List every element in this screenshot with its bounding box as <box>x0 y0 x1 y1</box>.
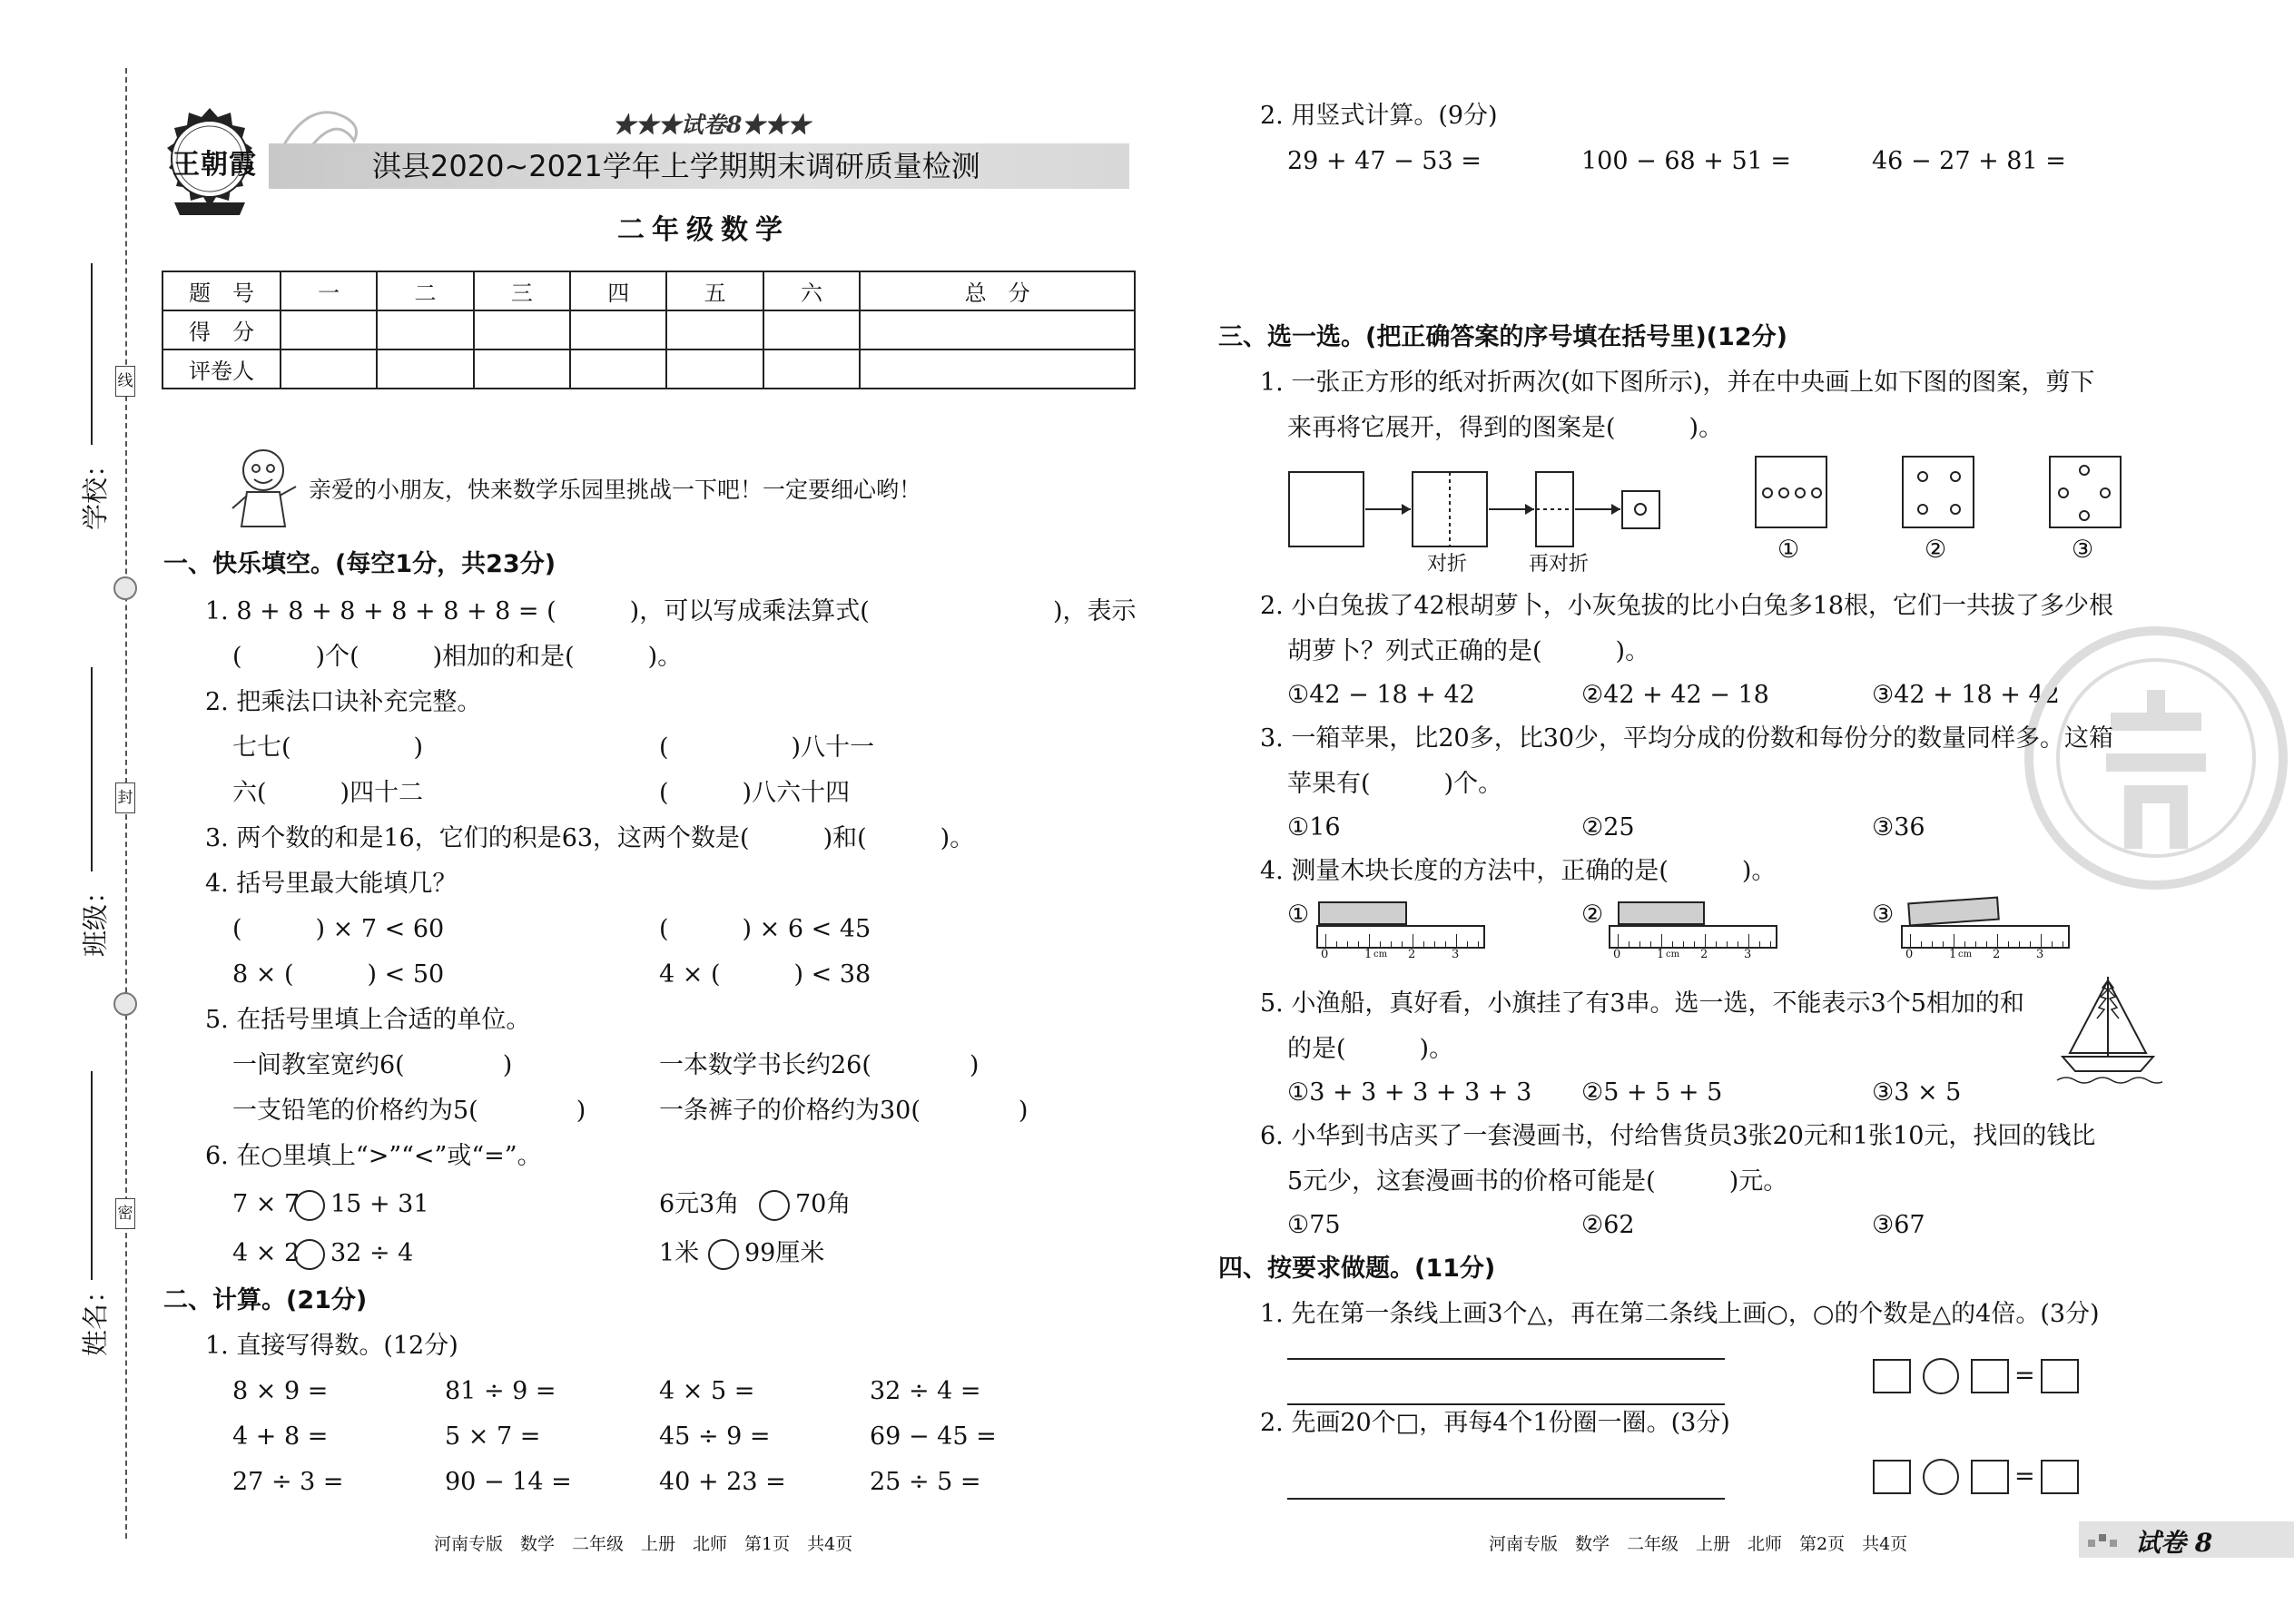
option-label: ② <box>1925 536 1947 564</box>
pattern-dot <box>2079 510 2090 521</box>
s3-q6-option: ①75 <box>1287 1211 1341 1239</box>
section-3-title: 三、选一选。(把正确答案的序号填在括号里)(12分) <box>1218 323 1787 351</box>
score-cell[interactable] <box>281 310 377 349</box>
score-cell[interactable] <box>281 349 377 389</box>
calc-item: 90 − 14 = <box>445 1468 572 1496</box>
s4-q1-text: 1. 先在第一条线上画3个△，再在第二条线上画○，○的个数是△的4倍。(3分) <box>1260 1300 2100 1328</box>
calc-item: 45 ÷ 9 = <box>659 1422 771 1451</box>
seal-seal-tag: 封 <box>115 782 135 813</box>
score-cell[interactable] <box>474 310 570 349</box>
q4-item: ( ) × 6 < 45 <box>659 915 871 943</box>
q6-title: 6. 在○里填上“>”“<”或“=”。 <box>205 1142 542 1170</box>
score-header: 总 分 <box>860 271 1135 310</box>
section-2-title: 二、计算。(21分) <box>163 1286 368 1314</box>
s3-q3-option: ①16 <box>1287 813 1341 842</box>
ruler-label: 3 <box>1744 948 1752 961</box>
ruler-label: 0 <box>1613 948 1621 961</box>
wood-block <box>1907 897 2000 927</box>
q5-item: 一支铅笔的价格约为5( ) <box>232 1097 586 1125</box>
vertical-calc: 100 − 68 + 51 = <box>1581 147 1792 175</box>
score-cell[interactable] <box>474 349 570 389</box>
s3-q5-option: ③3 × 5 <box>1872 1078 1962 1107</box>
answer-box[interactable] <box>1873 1359 1911 1393</box>
section-4-title: 四、按要求做题。(11分) <box>1218 1255 1496 1283</box>
answer-line[interactable] <box>1287 1358 1725 1360</box>
s3-q5-line1: 5. 小渔船，真好看，小旗挂了有3串。选一选，不能表示3个5相加的和 <box>1260 989 2024 1018</box>
score-header: 一 <box>281 271 377 310</box>
s4-q2-text: 2. 先画20个□，再每4个1份圈一圈。(3分) <box>1260 1409 1730 1437</box>
q1-line2: ( )个( )相加的和是( )。 <box>232 643 683 671</box>
ruler <box>1901 925 2070 949</box>
calc-item: 40 + 23 = <box>659 1468 786 1496</box>
q6-left: 6元3角 <box>659 1190 740 1218</box>
equals-sign: = <box>2014 1362 2035 1390</box>
operator-circle[interactable] <box>1923 1358 1959 1394</box>
score-header: 题 号 <box>162 271 281 310</box>
pattern-dot <box>1950 504 1961 515</box>
score-header: 二 <box>377 271 473 310</box>
wood-block <box>1618 901 1705 925</box>
ruler-label: cm <box>1373 950 1388 960</box>
pattern-dot <box>1811 487 1822 498</box>
ruler-label: 2 <box>1993 948 2001 961</box>
subject-title: 二年级数学 <box>617 214 790 246</box>
seal-secret-tag: 密 <box>115 1198 135 1229</box>
answer-box[interactable] <box>1971 1460 2009 1494</box>
score-header: 五 <box>666 271 763 310</box>
q6-right: 99厘米 <box>744 1239 825 1267</box>
exam-series: ★★★试卷8★★★ <box>613 112 811 138</box>
ruler-label: 2 <box>1408 948 1416 961</box>
q5-item: 一间教室宽约6( ) <box>232 1051 513 1079</box>
school-underline <box>91 263 93 445</box>
footer-tag-squares <box>2088 1530 2124 1549</box>
calc-item: 4 × 5 = <box>659 1377 755 1405</box>
s3-q2-option: ①42 − 18 + 42 <box>1287 681 1475 709</box>
option-label: ① <box>1287 901 1310 929</box>
folding-diagram <box>1287 465 1669 556</box>
ruler-label: 0 <box>1321 948 1329 961</box>
option-label: ③ <box>1872 901 1895 929</box>
s3-q2-option: ③42 + 18 + 42 <box>1872 681 2060 709</box>
calc-item: 32 ÷ 4 = <box>870 1377 981 1405</box>
q5-title: 5. 在括号里填上合适的单位。 <box>205 1006 531 1034</box>
footer-tag: 试卷 8 <box>2135 1528 2213 1558</box>
q4-item: 8 × ( ) < 50 <box>232 960 445 989</box>
s2-q2-title: 2. 用竖式计算。(9分) <box>1260 102 1498 130</box>
name-label: 姓名： <box>80 1276 112 1357</box>
score-cell[interactable] <box>377 349 473 389</box>
equals-sign: = <box>2014 1462 2035 1491</box>
ruler-label: cm <box>1666 950 1680 960</box>
intro-text: 亲爱的小朋友，快来数学乐园里挑战一下吧！一定要细心哟！ <box>309 477 922 503</box>
pattern-dot <box>1950 471 1961 482</box>
ruler-label: 3 <box>1452 948 1460 961</box>
option-label: ③ <box>2072 536 2094 564</box>
answer-box[interactable] <box>1873 1460 1911 1494</box>
pattern-dot <box>1917 504 1928 515</box>
score-row-label: 得 分 <box>162 310 281 349</box>
s2-q1-title: 1. 直接写得数。(12分) <box>205 1332 458 1360</box>
score-cell[interactable] <box>377 310 473 349</box>
q1-line1-end: )，表示 <box>1053 597 1137 625</box>
s3-q4-text: 4. 测量木块长度的方法中，正确的是( )。 <box>1260 857 1777 885</box>
q6-right: 70角 <box>795 1190 852 1218</box>
q4-item: 4 × ( ) < 38 <box>659 960 871 989</box>
ruler-label: 3 <box>2036 948 2044 961</box>
school-label: 学校： <box>80 450 112 531</box>
compare-circle[interactable] <box>294 1239 325 1270</box>
s3-q5-line2: 的是( )。 <box>1287 1035 1454 1063</box>
calc-item: 27 ÷ 3 = <box>232 1468 344 1496</box>
ruler-label: 2 <box>1700 948 1708 961</box>
score-cell[interactable] <box>666 349 763 389</box>
class-underline <box>91 667 93 871</box>
vertical-calc: 46 − 27 + 81 = <box>1872 147 2066 175</box>
compare-circle[interactable] <box>759 1190 790 1221</box>
ruler-label: cm <box>1958 950 1973 960</box>
s3-q3-option: ②25 <box>1581 813 1635 842</box>
q2-item: ( )八十一 <box>659 733 875 762</box>
footer-right: 河南专版 数学 二年级 上册 北师 第2页 共4页 <box>1489 1534 1908 1554</box>
option-label: ① <box>1777 536 1800 564</box>
s3-q5-option: ②5 + 5 + 5 <box>1581 1078 1723 1107</box>
score-cell[interactable] <box>763 310 860 349</box>
operator-circle[interactable] <box>1923 1459 1959 1495</box>
sailboat-illustration <box>2053 973 2162 1093</box>
pattern-dot <box>2100 487 2111 498</box>
s3-q2-line2: 胡萝卜？列式正确的是( )。 <box>1287 637 1650 665</box>
score-header: 四 <box>570 271 666 310</box>
knot-icon <box>113 992 137 1016</box>
s3-q6-line1: 6. 小华到书店买了一套漫画书，付给售货员3张20元和1张10元，找回的钱比 <box>1260 1122 2096 1150</box>
s3-q1-line2: 来再将它展开，得到的图案是( )。 <box>1287 414 1724 442</box>
s3-q1-line1: 1. 一张正方形的纸对折两次(如下图所示)，并在中央画上如下图的图案，剪下 <box>1260 369 2095 397</box>
compare-circle[interactable] <box>708 1239 739 1270</box>
ruler-label: 1 <box>1949 948 1957 961</box>
option-square <box>1902 456 1974 528</box>
knot-icon <box>113 576 137 600</box>
calc-item: 4 + 8 = <box>232 1422 329 1451</box>
name-underline <box>91 1071 93 1280</box>
q4-item: ( ) × 7 < 60 <box>232 915 445 943</box>
q6-left: 4 × 2 <box>232 1239 300 1267</box>
score-table <box>162 271 1136 389</box>
answer-line[interactable] <box>1287 1498 1725 1500</box>
pattern-dot <box>1762 487 1773 498</box>
pattern-dot <box>2079 465 2090 476</box>
q3-text: 3. 两个数的和是16，它们的积是63，这两个数是( )和( )。 <box>205 824 975 852</box>
ruler <box>1609 925 1777 949</box>
score-cell[interactable] <box>570 349 666 389</box>
fold-label: 对折 <box>1427 553 1468 576</box>
ruler-label: 1 <box>1657 948 1665 961</box>
ruler-label: 0 <box>1905 948 1914 961</box>
s3-q6-line2: 5元少，这套漫画书的价格可能是( )元。 <box>1287 1167 1788 1196</box>
answer-box[interactable] <box>1971 1359 2009 1393</box>
s3-q2-option: ②42 + 42 − 18 <box>1581 681 1769 709</box>
pattern-dot <box>1917 471 1928 482</box>
q2-item: ( )八六十四 <box>659 779 851 807</box>
s3-q5-option: ①3 + 3 + 3 + 3 + 3 <box>1287 1078 1532 1107</box>
calc-item: 25 ÷ 5 = <box>870 1468 981 1496</box>
score-row-label: 评卷人 <box>162 349 281 389</box>
seal-line-tag: 线 <box>115 366 135 397</box>
answer-box[interactable] <box>2041 1460 2079 1494</box>
q2-item: 六( )四十二 <box>232 779 424 807</box>
q4-title: 4. 括号里最大能填几？ <box>205 870 458 898</box>
s3-q3-line2: 苹果有( )个。 <box>1287 770 1503 798</box>
s3-q6-option: ③67 <box>1872 1211 1925 1239</box>
page-title: 淇县2020~2021学年上学期期末调研质量检测 <box>372 149 980 183</box>
ruler <box>1316 925 1485 949</box>
q6-right: 32 ÷ 4 <box>330 1239 414 1267</box>
q6-left: 7 × 7 <box>232 1190 300 1218</box>
calc-item: 8 × 9 = <box>232 1377 329 1405</box>
score-header: 三 <box>474 271 570 310</box>
pattern-dot <box>1795 487 1806 498</box>
score-cell[interactable] <box>860 310 1135 349</box>
pattern-dot <box>1778 487 1789 498</box>
score-cell[interactable] <box>666 310 763 349</box>
calc-item: 81 ÷ 9 = <box>445 1377 556 1405</box>
q1-line1: 1. 8 + 8 + 8 + 8 + 8 + 8 = ( )，可以写成乘法算式( <box>205 597 870 625</box>
option-label: ② <box>1581 901 1604 929</box>
ruler-label: 1 <box>1364 948 1373 961</box>
q6-right: 15 + 31 <box>330 1190 429 1218</box>
section-1-title: 一、快乐填空。(每空1分，共23分) <box>163 550 556 578</box>
q2-item: 七七( ) <box>232 733 424 762</box>
score-cell[interactable] <box>763 349 860 389</box>
compare-circle[interactable] <box>294 1190 325 1221</box>
secret-watermark <box>2024 626 2288 890</box>
s3-q3-option: ③36 <box>1872 813 1925 842</box>
q5-item: 一本数学书长约26( ) <box>659 1051 980 1079</box>
calc-item: 69 − 45 = <box>870 1422 997 1451</box>
class-label: 班级： <box>80 877 112 958</box>
fold-label: 再对折 <box>1529 553 1590 576</box>
mascot-illustration <box>227 445 301 536</box>
pattern-dot <box>2058 487 2069 498</box>
score-cell[interactable] <box>860 349 1135 389</box>
s3-q3-line1: 3. 一箱苹果，比20多，比30少，平均分成的份数和每份分的数量同样多。这箱 <box>1260 724 2114 753</box>
s3-q2-line1: 2. 小白兔拔了42根胡萝卜，小灰兔拔的比小白兔多18根，它们一共拔了多少根 <box>1260 592 2114 620</box>
q6-left: 1米 <box>659 1239 700 1267</box>
q2-title: 2. 把乘法口诀补充完整。 <box>205 688 482 716</box>
logo-text: 王朝霞 <box>172 149 257 181</box>
score-cell[interactable] <box>570 310 666 349</box>
score-header: 六 <box>763 271 860 310</box>
vertical-calc: 29 + 47 − 53 = <box>1287 147 1482 175</box>
calc-item: 5 × 7 = <box>445 1422 541 1451</box>
wood-block <box>1318 901 1407 925</box>
footer-left: 河南专版 数学 二年级 上册 北师 第1页 共4页 <box>434 1534 853 1554</box>
q5-item: 一条裤子的价格约为30( ) <box>659 1097 1029 1125</box>
answer-box[interactable] <box>2041 1359 2079 1393</box>
s3-q6-option: ②62 <box>1581 1211 1635 1239</box>
